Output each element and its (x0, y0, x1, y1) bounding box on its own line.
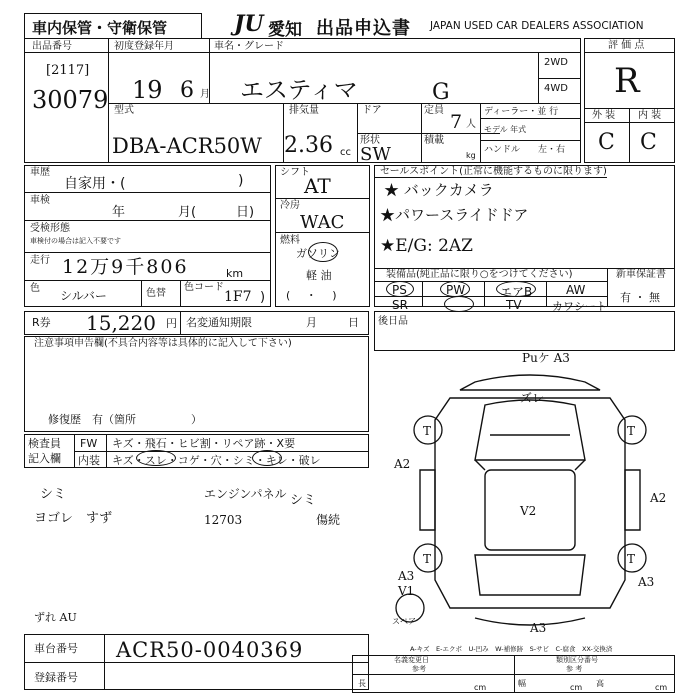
storage-label: 車内保管・守衛保管 (32, 19, 168, 37)
ref-a-sanko: 参考 (412, 665, 426, 673)
disp-label: 排気量 (289, 105, 319, 116)
after-date-box (374, 311, 675, 351)
cert-label: 受検形態 (30, 223, 70, 234)
equip-sr: SR (392, 298, 408, 312)
diagram-tire-fr: T (627, 424, 636, 438)
checker-fw-items: キズ・飛石・ヒビ割・リペア跡・X要 (112, 437, 296, 450)
cert-note: 車検付の場合は記入不要です (30, 237, 121, 245)
grade-label: 評 価 点 (608, 40, 645, 51)
checker-circle-1 (136, 450, 176, 466)
ref-a-label: 名義変更日 (394, 656, 429, 664)
diagram-label-top: Puケ A3 (522, 351, 570, 365)
equip-tv: TV (506, 298, 522, 312)
cap-value: 7 (450, 111, 463, 133)
recycle-label: R券 (32, 316, 51, 329)
reg-year: 19 (132, 76, 163, 104)
equip-pw: PW (446, 283, 466, 297)
diagram-label-spare: V1 (398, 584, 415, 598)
equipment-label: 装備品(純正品に限り○をつけてください) (386, 269, 573, 280)
mileage-value: 12万9千806 (62, 256, 189, 278)
fuel-diesel: 軽 油 (306, 269, 332, 282)
load-label: 積載 (424, 135, 444, 146)
ref-l1: 長 (358, 679, 366, 688)
drive-4wd: 4WD (544, 83, 568, 94)
color-close: ) (260, 290, 266, 305)
equip-airbag-circle (496, 281, 536, 297)
mileage-unit: km (226, 267, 244, 280)
drive-2wd: 2WD (544, 57, 568, 68)
equip-ps: PS (392, 283, 407, 297)
left-mirror-shape (420, 470, 435, 530)
right-mirror-shape (625, 470, 640, 530)
color-code-label: 色コード (184, 282, 224, 293)
checker-in-items: キズ・スレ・コゲ・穴・シミ・キレ・破レ (112, 454, 321, 467)
chassis-label: 車台番号 (34, 642, 78, 655)
ju-logo: JU (234, 11, 264, 37)
grade-value: R (614, 61, 640, 101)
color-value: シルバー (60, 289, 107, 303)
note-code: 12703 (204, 513, 243, 527)
transfer-label: 名変通知期限 (186, 316, 252, 329)
diagram-label-left: A2 (394, 457, 411, 471)
cooling-label: 冷房 (280, 200, 300, 211)
equip-extra-circle (444, 296, 474, 312)
ref-b-label: 類別区分番号 (556, 656, 598, 664)
fuel-gasoline: ガソリン (296, 247, 340, 260)
ref-cm-2: cm (570, 683, 583, 692)
shape-label: 形状 (360, 135, 380, 146)
note-bottom: ずれ AU (34, 611, 77, 624)
diagram-label-right: A2 (650, 491, 667, 505)
grade-int: C (640, 130, 657, 155)
diagram-label-roof: V2 (520, 504, 537, 518)
spare-label: スペア (392, 617, 416, 626)
fuel-label: 燃料 (280, 235, 300, 246)
hood-shape (475, 400, 585, 460)
mileage-label: 走行 (30, 255, 50, 266)
equip-airbag: エアB (500, 285, 533, 299)
chassis-value: ACR50-0040369 (116, 638, 304, 662)
history-value: 自家用・( (64, 176, 126, 192)
warranty-label: 新車保証書 (616, 269, 666, 280)
ref-cm-3: cm (655, 683, 668, 692)
color-code-value: 1F7 (224, 289, 252, 305)
car-label: 車名・グレード (214, 41, 284, 52)
handle-label: ハンドル (484, 145, 521, 155)
tint-label: 色替 (146, 288, 166, 299)
history-close: ) (238, 173, 244, 189)
after-date-label: 後日品 (378, 316, 408, 327)
registration-label: 登録番号 (34, 671, 78, 684)
transfer-day: 日 (348, 316, 359, 329)
car-diagram (380, 350, 680, 650)
sales-item-3: ★E/G: 2AZ (380, 236, 473, 256)
history-label: 車歴 (30, 167, 50, 178)
model-value: DBA-ACR50W (112, 134, 262, 158)
note-yogore: ヨゴレ すず (34, 511, 113, 526)
recycle-unit: 円 (166, 317, 177, 330)
equip-ps-circle (386, 281, 414, 297)
note-shimi: シミ (40, 487, 67, 502)
repair-label: 修復歴 有（箇所 ） (48, 413, 202, 426)
cooling-value: WAC (300, 212, 345, 233)
model-year-label: モデル 年式 (484, 125, 527, 134)
damage-legend: A-キズ E-エクボ U-凹み W-補修跡 S-サビ C-腐食 XX-交換済 (410, 645, 613, 653)
grade-int-label: 内 装 (638, 110, 662, 121)
inspection-label: 車検 (30, 195, 50, 206)
recycle-value: 15,220 (86, 311, 156, 335)
note-engine: エンジンパネル (204, 487, 287, 501)
checker-fw: FW (80, 437, 98, 450)
car-name: エスティマ (240, 76, 358, 104)
shift-value: AT (304, 174, 331, 198)
reg-month-unit: 月 (200, 89, 210, 100)
cap-label: 定員 (424, 105, 444, 116)
lot-number: 30079 (32, 86, 109, 114)
disp-value: 2.36 (284, 133, 333, 158)
org-name: 愛知 (268, 20, 302, 40)
model-label: 型式 (114, 105, 134, 116)
checker-label: 検査員 (28, 437, 61, 450)
rear-shape (475, 555, 585, 595)
load-unit: kg (466, 151, 476, 160)
form-title: 出品申込書 (316, 18, 411, 39)
checker-entry-label: 記入欄 (28, 452, 61, 465)
history-block (24, 165, 271, 307)
note-shimi-2: シミ (290, 493, 317, 508)
body-outline-shape (435, 398, 625, 608)
lot-label: 出品番号 (32, 41, 72, 52)
note-kizu: 傷続 (316, 513, 341, 527)
equip-aw: AW (566, 283, 586, 297)
color-label: 色 (30, 283, 40, 294)
reg-month: 6 (180, 78, 194, 103)
diagram-tire-fl: T (423, 424, 432, 438)
sales-item-2: ★パワースライドドア (380, 206, 529, 224)
diagram-label-rr: A3 (638, 575, 655, 589)
checker-in: 内装 (78, 454, 100, 467)
ref-l2: 幅 (518, 679, 526, 688)
front-bumper-shape (460, 375, 600, 390)
grade-ext: C (598, 130, 615, 155)
handle-opts: 左・右 (538, 145, 566, 155)
reg-label: 初度登録年月 (114, 41, 174, 52)
diagram-label-hood: ズレ (520, 391, 545, 405)
door-label: ドア (362, 105, 382, 116)
ref-l3: 高 (596, 679, 604, 688)
warranty-value: 有 ・ 無 (620, 291, 660, 304)
inspection-tsuki: 月( (178, 205, 197, 220)
lot-bracket: [2117] (46, 63, 90, 78)
inspection-nen: 年 (112, 205, 126, 220)
ref-cm-1: cm (474, 683, 487, 692)
grade-ext-label: 外 装 (592, 110, 616, 121)
disp-unit: cc (340, 147, 351, 158)
car-grade: G (432, 80, 450, 105)
sales-item-1: ★ バックカメラ (384, 181, 494, 199)
shape-value: SW (360, 144, 391, 165)
dealer-label: ディーラー・並 行 (484, 107, 559, 117)
equip-leather: カワシート (552, 300, 607, 313)
diagram-tire-rr: T (627, 552, 636, 566)
fuel-paren: ( ・ ) (286, 289, 337, 302)
assoc-name: JAPAN USED CAR DEALERS ASSOCIATION (430, 19, 644, 32)
checker-circle-2 (252, 450, 282, 466)
transfer-month: 月 (306, 316, 317, 329)
notes-label: 注意事項申告欄(不具合内容等は具体的に記入して下さい) (34, 338, 292, 349)
equip-pw-circle (440, 281, 470, 297)
diagram-label-bottom: A3 (530, 621, 547, 635)
inspection-hi: 日) (236, 205, 255, 220)
diagram-tire-rl: T (423, 552, 432, 566)
sales-label: セールスポイント(正常に機能するものに限ります) (380, 166, 607, 177)
diagram-label-rl: A3 (398, 569, 415, 583)
cap-unit: 人 (466, 119, 476, 130)
ref-b-sanko: 参 考 (566, 665, 583, 673)
shift-label: シフト (280, 167, 310, 178)
